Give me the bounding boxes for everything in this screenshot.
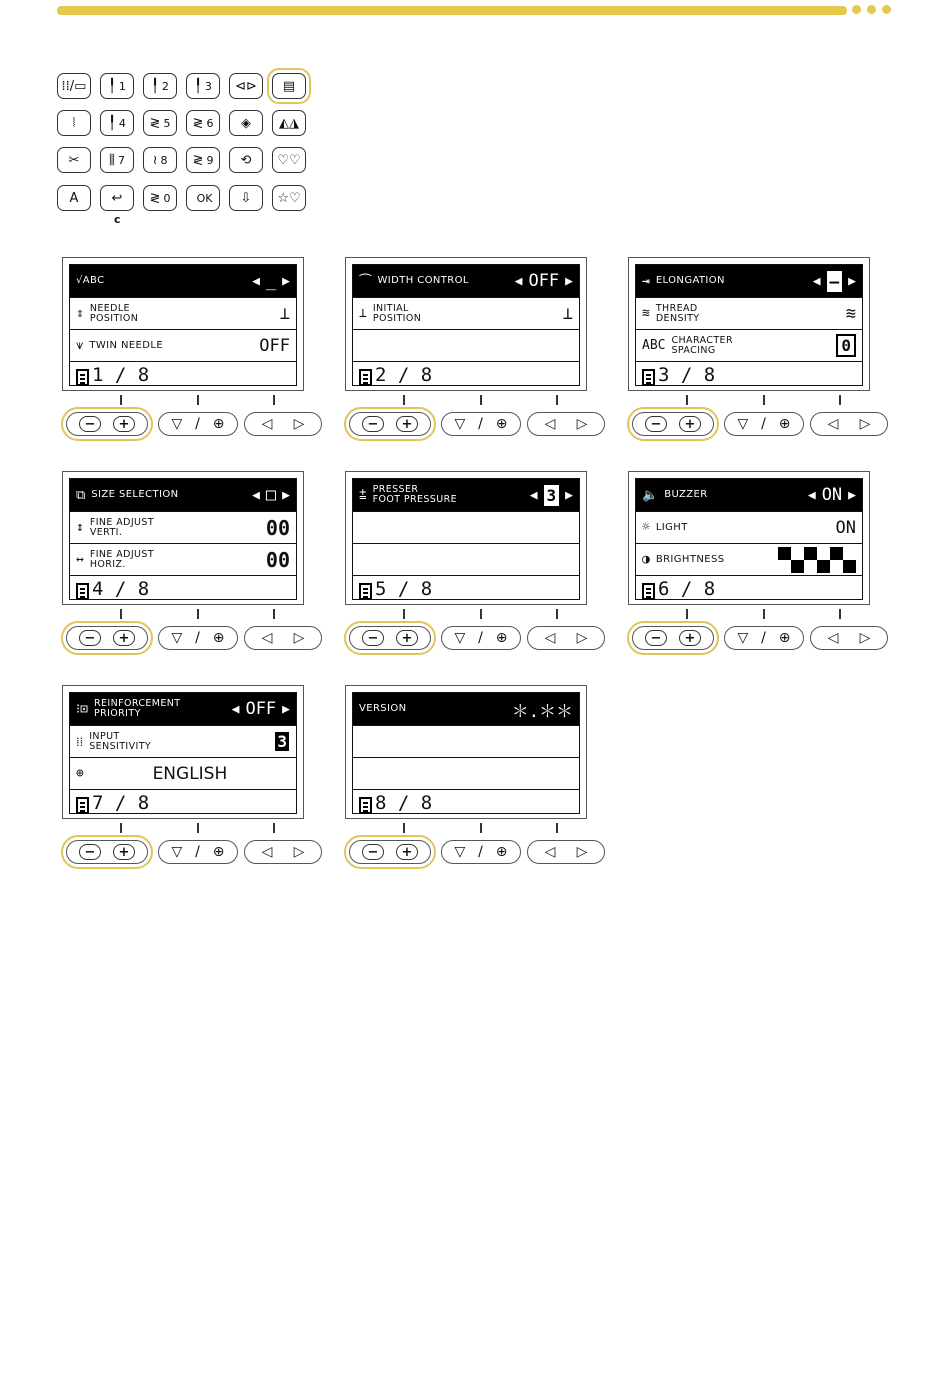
tick-mark — [273, 609, 275, 619]
up-down-buttons — [441, 840, 521, 864]
lcd-screen — [62, 685, 304, 819]
setting-icon: ≋ — [642, 306, 650, 321]
tick-mark — [120, 823, 122, 833]
slash-separator: / — [195, 844, 200, 860]
key-label: OK — [196, 191, 213, 205]
page-indicator — [353, 362, 579, 388]
minus-button[interactable]: − — [645, 630, 667, 646]
setting-label: FINE ADJUST HORIZ. — [89, 548, 155, 570]
key-label: 5 — [163, 116, 171, 130]
setting-value: 0 — [836, 334, 856, 357]
down-button[interactable]: ▽ — [171, 416, 183, 432]
stitch-7-icon: ⫼ — [109, 152, 115, 168]
slash-separator: / — [761, 416, 766, 432]
setting-label: INPUT SENSITIVITY — [89, 730, 152, 752]
setting-icon: ⩲ — [359, 487, 367, 503]
down-button[interactable]: ▽ — [454, 416, 466, 432]
tick-mark — [197, 395, 199, 405]
left-button[interactable]: ◁ — [827, 416, 839, 432]
plus-minus-buttons — [349, 840, 431, 864]
up-button[interactable]: ⊕ — [212, 844, 225, 860]
tick-mark — [120, 609, 122, 619]
right-arrow-icon[interactable]: ▶ — [848, 487, 856, 503]
left-arrow-icon[interactable]: ◀ — [231, 701, 240, 717]
setting-value: ⊥ — [279, 303, 290, 324]
plus-button[interactable]: + — [113, 630, 135, 646]
setting-label: THREAD DENSITY — [655, 302, 700, 324]
setting-icon: ⊕ — [76, 766, 84, 781]
setting-value: ＊.＊＊ — [511, 701, 573, 722]
setting-row[interactable] — [70, 758, 296, 790]
minus-button[interactable]: − — [645, 416, 667, 432]
tick-mark — [556, 609, 558, 619]
slash-separator: / — [478, 630, 483, 646]
up-button[interactable]: ⊕ — [778, 630, 791, 646]
setting-row[interactable] — [636, 265, 862, 298]
lcd-screen — [62, 471, 304, 605]
left-right-buttons — [244, 626, 322, 650]
stitch-5-key[interactable] — [143, 110, 177, 136]
stitch-6-key[interactable] — [186, 110, 220, 136]
page-number: 6 / 8 — [658, 578, 716, 600]
settings-icon: ▤ — [282, 78, 296, 94]
setting-row[interactable] — [70, 265, 296, 298]
stitch-8-key[interactable] — [143, 147, 177, 173]
setting-row[interactable] — [353, 758, 579, 790]
setting-row[interactable] — [353, 693, 579, 726]
slash-separator: / — [478, 844, 483, 860]
up-down-buttons — [441, 412, 521, 436]
page-icon — [76, 369, 89, 386]
lcd-screen — [345, 685, 587, 819]
up-button[interactable]: ⊕ — [212, 416, 225, 432]
setting-icon: ⁞⁞ — [76, 734, 84, 750]
stitch-0-icon: ≷ — [149, 190, 161, 206]
plus-minus-buttons — [66, 626, 148, 650]
setting-value: ENGLISH — [152, 763, 228, 784]
tick-mark — [556, 823, 558, 833]
zigzag-stitch-icon: ⦚ — [72, 115, 76, 131]
left-right-buttons — [244, 840, 322, 864]
page-icon — [359, 797, 372, 814]
back-icon: ↩ — [111, 190, 123, 206]
needle-4-icon: ╿ — [108, 115, 116, 131]
slash-separator: / — [195, 416, 200, 432]
setting-value: ≋ — [845, 303, 856, 324]
page-icon — [642, 369, 655, 386]
plus-button[interactable]: + — [113, 844, 135, 860]
stitch-5-icon: ≷ — [149, 115, 161, 131]
setting-label: TWIN NEEDLE — [89, 339, 164, 351]
setting-row[interactable] — [70, 693, 296, 726]
left-right-buttons — [810, 626, 888, 650]
plus-minus-buttons — [349, 626, 431, 650]
mirror-icon: ◭◮ — [279, 115, 299, 131]
tick-mark — [197, 823, 199, 833]
lcd-screen — [628, 257, 870, 391]
tick-mark — [120, 395, 122, 405]
up-button[interactable]: ⊕ — [212, 630, 225, 646]
stitch-6-icon: ≷ — [192, 115, 204, 131]
setting-value: □ — [265, 485, 277, 505]
page-number: 4 / 8 — [92, 578, 150, 600]
page-icon — [76, 583, 89, 600]
left-right-buttons — [244, 412, 322, 436]
tick-mark — [480, 609, 482, 619]
needle-2-icon: ╿ — [151, 78, 159, 94]
plus-minus-buttons — [349, 412, 431, 436]
down-button[interactable]: ▽ — [171, 630, 183, 646]
page-indicator — [70, 576, 296, 602]
slash-separator: / — [761, 630, 766, 646]
page-indicator — [636, 576, 862, 602]
setting-icon: ↕ — [76, 520, 84, 535]
up-down-buttons — [158, 626, 238, 650]
left-button[interactable]: ◁ — [261, 630, 273, 646]
page-icon — [359, 583, 372, 600]
settings-key[interactable] — [272, 73, 306, 99]
tick-mark — [763, 609, 765, 619]
heart-icon: ♡♡ — [277, 152, 301, 168]
setting-row[interactable] — [70, 726, 296, 758]
stitch-8-icon: ≀ — [152, 152, 158, 168]
setting-row[interactable] — [353, 265, 579, 298]
header-bar — [57, 6, 847, 15]
left-button[interactable]: ◁ — [261, 844, 273, 860]
memory-icon: ⇩ — [240, 190, 252, 206]
key-label: 1 — [118, 79, 126, 93]
key-label: 6 — [206, 116, 214, 130]
right-button[interactable]: ▷ — [293, 630, 305, 646]
page-icon — [359, 369, 372, 386]
scissors-icon: ✂ — [68, 152, 80, 168]
needle-3-key[interactable] — [186, 73, 220, 99]
stitch-9-key[interactable] — [186, 147, 220, 173]
up-down-buttons — [158, 412, 238, 436]
tick-mark — [403, 609, 405, 619]
enter-icon: ⊲⊳ — [235, 78, 257, 94]
setting-row[interactable] — [353, 298, 579, 330]
key-label: 2 — [161, 79, 169, 93]
setting-row[interactable] — [636, 512, 862, 544]
header-dots — [852, 5, 891, 14]
setting-label: VERSION — [359, 703, 407, 714]
tick-mark — [763, 395, 765, 405]
setting-value: 3 — [274, 731, 290, 752]
left-arrow-icon[interactable]: ◀ — [529, 487, 538, 503]
setting-row[interactable] — [353, 330, 579, 362]
setting-label: LIGHT — [655, 521, 688, 533]
minus-button[interactable]: − — [79, 630, 101, 646]
down-button[interactable]: ▽ — [454, 630, 466, 646]
left-arrow-icon[interactable]: ◀ — [252, 487, 260, 503]
setting-label: √ABC — [76, 275, 105, 286]
tick-mark — [273, 823, 275, 833]
page-icon — [642, 583, 655, 600]
minus-button[interactable]: − — [362, 844, 384, 860]
stitch-9-icon: ≷ — [192, 152, 204, 168]
setting-label: BUZZER — [664, 489, 708, 500]
lcd-panel — [352, 264, 580, 386]
stitch-menu-key[interactable] — [57, 73, 91, 99]
up-down-buttons — [724, 412, 804, 436]
left-button[interactable]: ◁ — [261, 416, 273, 432]
plus-minus-buttons — [66, 840, 148, 864]
key-label-c: c — [114, 213, 121, 226]
setting-label: NEEDLE POSITION — [89, 302, 139, 324]
slash-separator: / — [195, 630, 200, 646]
tick-mark — [686, 395, 688, 405]
page-number: 7 / 8 — [92, 792, 150, 814]
page-number: 3 / 8 — [658, 364, 716, 386]
left-button[interactable]: ◁ — [544, 844, 556, 860]
stitch-menu-icon: ⁞⁞/▭ — [61, 78, 87, 94]
right-arrow-icon[interactable]: ▶ — [282, 273, 290, 289]
up-down-buttons — [724, 626, 804, 650]
lcd-panel — [352, 692, 580, 814]
setting-value: 00 — [265, 515, 290, 540]
setting-icon: ⇕ — [76, 306, 84, 321]
key-label: 0 — [163, 191, 171, 205]
setting-row[interactable] — [353, 726, 579, 758]
minus-button[interactable]: − — [362, 416, 384, 432]
right-button[interactable]: ▷ — [293, 416, 305, 432]
left-right-buttons — [810, 412, 888, 436]
needle-3-icon: ╿ — [194, 78, 202, 94]
auto-stitch-key[interactable] — [229, 110, 263, 136]
lcd-screen — [62, 257, 304, 391]
setting-value: ⊥ — [562, 303, 573, 324]
setting-label: BRIGHTNESS — [655, 553, 725, 565]
setting-value: ON — [835, 517, 856, 538]
setting-row[interactable] — [636, 544, 862, 576]
up-down-buttons — [441, 626, 521, 650]
setting-icon: ⁝⊡ — [76, 701, 88, 717]
setting-row[interactable] — [353, 544, 579, 576]
setting-row[interactable] — [70, 298, 296, 330]
key-label: 4 — [118, 116, 126, 130]
back-key[interactable] — [100, 185, 134, 211]
pattern-icon: ☆♡ — [277, 190, 301, 206]
up-button[interactable]: ⊕ — [495, 844, 508, 860]
setting-value: – — [827, 271, 843, 292]
page-number: 2 / 8 — [375, 364, 433, 386]
setting-row[interactable] — [70, 330, 296, 362]
setting-row[interactable] — [636, 298, 862, 330]
lcd-panel — [635, 478, 863, 600]
setting-value: OFF — [259, 335, 290, 356]
up-button[interactable]: ⊕ — [495, 630, 508, 646]
right-button[interactable]: ▷ — [576, 630, 588, 646]
setting-icon: ⏜ — [359, 273, 372, 289]
page-indicator — [70, 362, 296, 388]
right-arrow-icon[interactable]: ▶ — [565, 273, 573, 289]
setting-row[interactable] — [70, 512, 296, 544]
lcd-screen — [628, 471, 870, 605]
plus-minus-buttons — [632, 626, 714, 650]
setting-icon: ↔ — [76, 552, 84, 567]
left-button[interactable]: ◁ — [544, 416, 556, 432]
setting-value: 00 — [265, 547, 290, 572]
minus-button[interactable]: − — [79, 416, 101, 432]
page-indicator — [353, 576, 579, 602]
needle-1-key[interactable] — [100, 73, 134, 99]
setting-icon: 🔈 — [642, 487, 659, 503]
right-button[interactable]: ▷ — [576, 416, 588, 432]
enter-key[interactable] — [229, 73, 263, 99]
setting-icon: ☼ — [642, 520, 650, 535]
stitch-7-key[interactable] — [100, 147, 134, 173]
minus-button[interactable]: − — [362, 630, 384, 646]
right-button[interactable]: ▷ — [859, 416, 871, 432]
key-label: 7 — [117, 153, 125, 167]
setting-label: SIZE SELECTION — [91, 489, 179, 500]
tick-mark — [273, 395, 275, 405]
setting-label: FINE ADJUST VERTI. — [89, 516, 155, 538]
page-number: 1 / 8 — [92, 364, 150, 386]
page-icon — [76, 797, 89, 814]
lcd-panel — [635, 264, 863, 386]
left-right-buttons — [527, 840, 605, 864]
ok-key[interactable] — [186, 185, 220, 211]
scissors-key[interactable] — [57, 147, 91, 173]
down-button[interactable]: ▽ — [171, 844, 183, 860]
setting-label: REINFORCEMENT PRIORITY — [93, 698, 181, 719]
page-number: 8 / 8 — [375, 792, 433, 814]
plus-minus-buttons — [66, 412, 148, 436]
mirror-key[interactable] — [272, 110, 306, 136]
setting-value: _ — [265, 271, 277, 291]
right-button[interactable]: ▷ — [576, 844, 588, 860]
page-indicator — [636, 362, 862, 388]
setting-row[interactable] — [636, 330, 862, 362]
pattern-key[interactable] — [272, 185, 306, 211]
tick-mark — [839, 395, 841, 405]
setting-icon: ⊥ — [359, 306, 367, 321]
right-button[interactable]: ▷ — [859, 630, 871, 646]
setting-value: OFF — [245, 699, 277, 719]
setting-label: PRESSER FOOT PRESSURE — [372, 484, 457, 505]
setting-row[interactable] — [636, 479, 862, 512]
setting-icon: ⧉ — [76, 487, 86, 503]
setting-row[interactable] — [70, 479, 296, 512]
setting-label: ELONGATION — [655, 275, 725, 286]
character-icon: A — [69, 190, 79, 206]
tick-mark — [480, 823, 482, 833]
setting-value: ON — [821, 485, 843, 505]
up-button[interactable]: ⊕ — [495, 416, 508, 432]
key-label: 9 — [206, 153, 214, 167]
right-button[interactable]: ▷ — [293, 844, 305, 860]
setting-row[interactable] — [353, 479, 579, 512]
lcd-screen — [345, 257, 587, 391]
lcd-screen — [345, 471, 587, 605]
left-arrow-icon[interactable]: ◀ — [807, 487, 816, 503]
left-button[interactable]: ◁ — [827, 630, 839, 646]
setting-row[interactable] — [353, 512, 579, 544]
plus-button[interactable]: + — [396, 630, 418, 646]
down-button[interactable]: ▽ — [454, 844, 466, 860]
needle-4-key[interactable] — [100, 110, 134, 136]
slash-separator: / — [478, 416, 483, 432]
lcd-panel — [69, 692, 297, 814]
lcd-panel — [69, 478, 297, 600]
setting-value: 3 — [544, 485, 560, 506]
up-down-buttons — [158, 840, 238, 864]
plus-button[interactable]: + — [679, 416, 701, 432]
plus-button[interactable]: + — [396, 416, 418, 432]
left-button[interactable]: ◁ — [544, 630, 556, 646]
memory-key[interactable] — [229, 185, 263, 211]
tick-mark — [839, 609, 841, 619]
stitch-0-key[interactable] — [143, 185, 177, 211]
setting-value: OFF — [528, 271, 560, 291]
left-arrow-icon[interactable]: ◀ — [514, 273, 523, 289]
plus-button[interactable]: + — [113, 416, 135, 432]
tick-mark — [403, 395, 405, 405]
brightness-level — [778, 547, 856, 573]
tick-mark — [686, 609, 688, 619]
left-right-buttons — [527, 412, 605, 436]
down-button[interactable]: ▽ — [737, 630, 749, 646]
setting-icon: ⇥ — [642, 273, 650, 289]
plus-button[interactable]: + — [679, 630, 701, 646]
plus-button[interactable]: + — [396, 844, 418, 860]
up-button[interactable]: ⊕ — [778, 416, 791, 432]
needle-2-key[interactable] — [143, 73, 177, 99]
needle-1-icon: ╿ — [108, 78, 116, 94]
character-key[interactable] — [57, 185, 91, 211]
key-label: 3 — [204, 79, 212, 93]
tick-mark — [197, 609, 199, 619]
tick-mark — [480, 395, 482, 405]
minus-button[interactable]: − — [79, 844, 101, 860]
setting-label: CHARACTER SPACING — [671, 334, 733, 356]
page-indicator — [353, 790, 579, 816]
setting-label: INITIAL POSITION — [372, 302, 422, 324]
tick-mark — [556, 395, 558, 405]
tick-mark — [403, 823, 405, 833]
auto-stitch-icon: ◈ — [241, 115, 251, 131]
lcd-panel — [69, 264, 297, 386]
left-right-buttons — [527, 626, 605, 650]
down-button[interactable]: ▽ — [737, 416, 749, 432]
plus-minus-buttons — [632, 412, 714, 436]
setting-icon: ABC — [642, 338, 666, 353]
setting-icon: ◑ — [642, 552, 650, 567]
page-indicator — [70, 790, 296, 816]
right-arrow-icon[interactable]: ▶ — [282, 701, 290, 717]
lcd-panel — [352, 478, 580, 600]
key-label: 8 — [160, 153, 168, 167]
setting-row[interactable] — [70, 544, 296, 576]
zigzag-stitch-key[interactable] — [57, 110, 91, 136]
thread-icon: ⟲ — [240, 152, 252, 168]
heart-key[interactable] — [272, 147, 306, 173]
right-arrow-icon[interactable]: ▶ — [848, 273, 856, 289]
setting-label: WIDTH CONTROL — [377, 275, 469, 286]
thread-key[interactable] — [229, 147, 263, 173]
left-arrow-icon[interactable]: ◀ — [812, 273, 821, 289]
page-number: 5 / 8 — [375, 578, 433, 600]
right-arrow-icon[interactable]: ▶ — [282, 487, 290, 503]
right-arrow-icon[interactable]: ▶ — [565, 487, 573, 503]
setting-icon: ⩛ — [76, 338, 84, 353]
left-arrow-icon[interactable]: ◀ — [252, 273, 260, 289]
